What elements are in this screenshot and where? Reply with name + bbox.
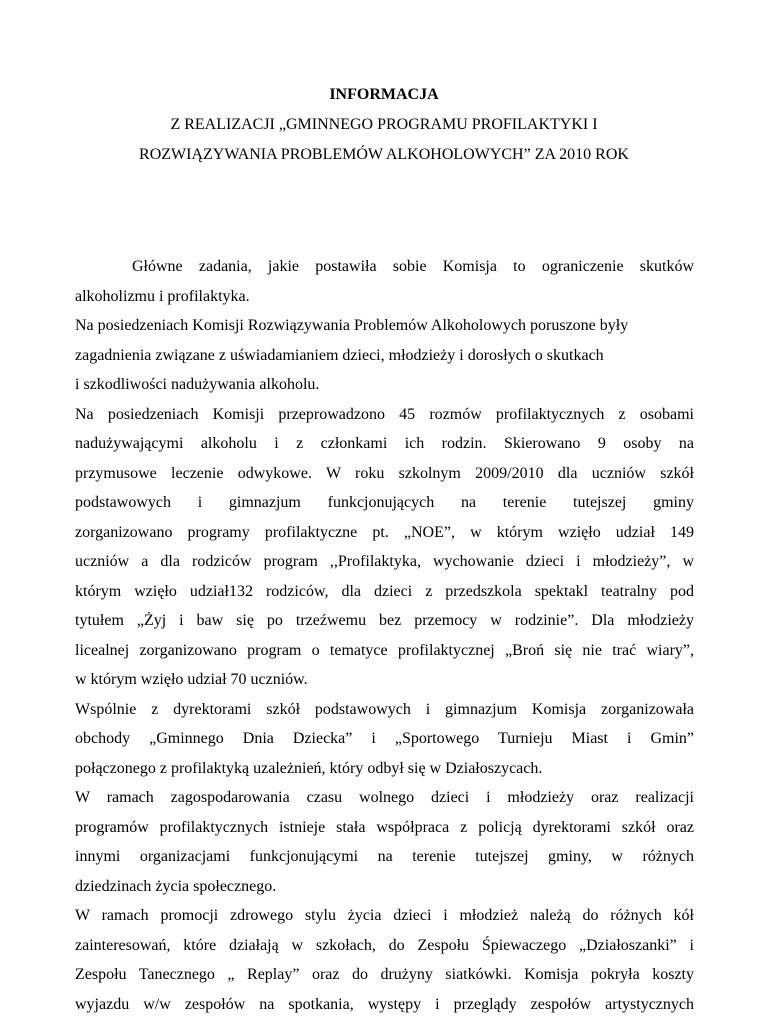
body-line: licealnej zorganizowano program o tematyce profilaktycznej „Broń się nie trać wiary”,: [75, 636, 694, 666]
body-line: połączonego z profilaktyką uzależnień, który odbył się w Działoszycach.: [75, 754, 694, 784]
body-line: obchody „Gminnego Dnia Dziecka” i „Sportowego Turnieju Miast i Gmin”: [75, 724, 694, 754]
body-line: W ramach promocji zdrowego stylu życia dzieci i młodzież należą do różnych kół: [75, 901, 694, 931]
body-line: Zespołu Tanecznego „ Replay” oraz do drużyny siatkówki. Komisja pokryła koszty: [75, 960, 694, 990]
body-line: W ramach zagospodarowania czasu wolnego dzieci i młodzieży oraz realizacji: [75, 783, 694, 813]
body-line: przymusowe leczenie odwykowe. W roku szkolnym 2009/2010 dla uczniów szkół: [75, 459, 694, 489]
body-line: Główne zadania, jakie postawiła sobie Komisja to ograniczenie skutków: [75, 252, 694, 282]
body-line: Wspólnie z dyrektorami szkół podstawowych i gimnazjum Komisja zorganizowała: [75, 695, 694, 725]
body-line: dziedzinach życia społecznego.: [75, 872, 694, 902]
body-line: w którym wzięło udział 70 uczniów.: [75, 665, 694, 695]
document-subtitle-line-1: Z REALIZACJI „GMINNEGO PROGRAMU PROFILAKTYKI I: [0, 115, 768, 135]
document-title: INFORMACJA: [0, 85, 768, 105]
body-line: wyjazdu w/w zespołów na spotkania, występy i przeglądy zespołów artystycznych: [75, 990, 694, 1019]
body-line: uczniów a dla rodziców program ,,Profilaktyka, wychowanie dzieci i młodzieży”, w: [75, 547, 694, 577]
body-line: alkoholizmu i profilaktyka.: [75, 282, 694, 312]
body-line: zainteresowań, które działają w szkołach, do Zespołu Śpiewaczego „Działoszanki” i: [75, 931, 694, 961]
body-line: Na posiedzeniach Komisji przeprowadzono 45 rozmów profilaktycznych z osobami: [75, 400, 694, 430]
body-line: Na posiedzeniach Komisji Rozwiązywania Problemów Alkoholowych poruszone były: [75, 311, 694, 341]
body-line: programów profilaktycznych istnieje stała współpraca z policją dyrektorami szkół oraz: [75, 813, 694, 843]
body-line: zorganizowano programy profilaktyczne pt. „NOE”, w którym wzięło udział 149: [75, 518, 694, 548]
body-line: tytułem „Żyj i baw się po trzeźwemu bez przemocy w rodzinie”. Dla młodzieży: [75, 606, 694, 636]
body-line: innymi organizacjami funkcjonującymi na terenie tutejszej gminy, w różnych: [75, 842, 694, 872]
document-body: [75, 252, 694, 1019]
body-line: zagadnienia związane z uświadamianiem dzieci, młodzieży i dorosłych o skutkach: [75, 341, 694, 371]
body-line: i szkodliwości nadużywania alkoholu.: [75, 370, 694, 400]
body-line: którym wzięło udział132 rodziców, dla dzieci z przedszkola spektakl teatralny pod: [75, 577, 694, 607]
body-line: podstawowych i gimnazjum funkcjonujących na terenie tutejszej gminy: [75, 488, 694, 518]
document-subtitle-line-2: ROZWIĄZYWANIA PROBLEMÓW ALKOHOLOWYCH” ZA 2010 ROK: [0, 145, 768, 165]
body-line: nadużywającymi alkoholu i z członkami ich rodzin. Skierowano 9 osoby na: [75, 429, 694, 459]
